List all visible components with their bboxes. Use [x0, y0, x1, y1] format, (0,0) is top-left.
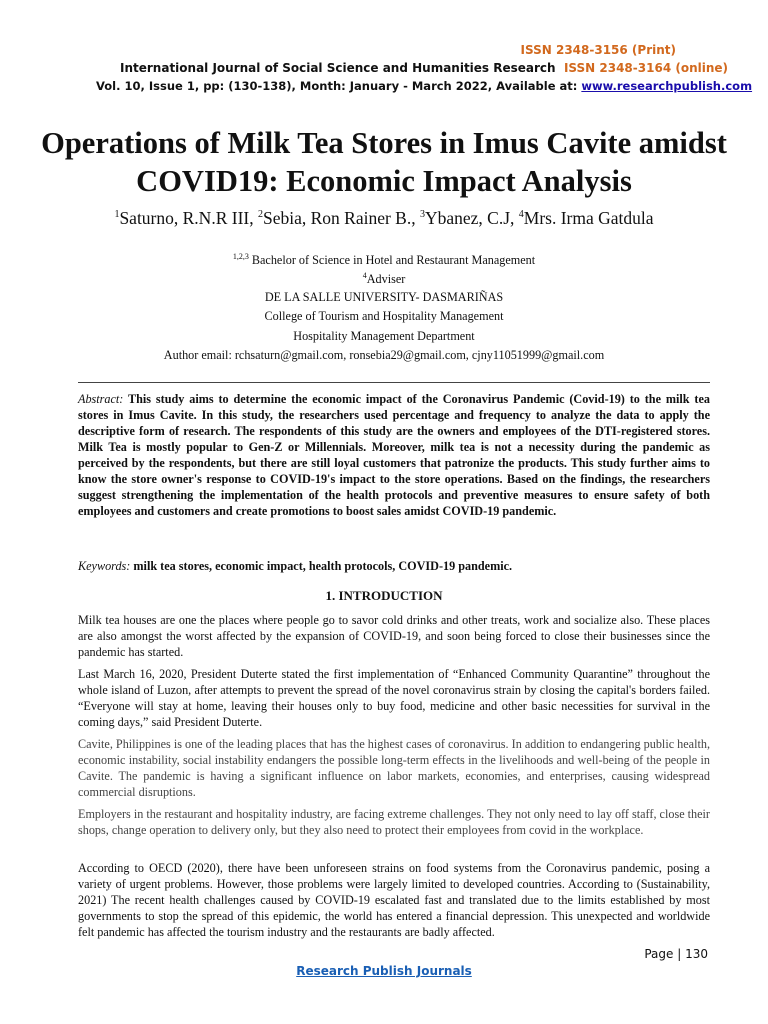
adviser-text: Adviser: [366, 272, 406, 287]
affiliation-sup: 4: [362, 271, 367, 280]
paper-title: Operations of Milk Tea Stores in Imus Cavite amidst COVID19: Economic Impact Analysis: [41, 126, 727, 198]
footer: [0, 964, 768, 978]
page-number: Page | 130: [644, 947, 708, 961]
section-heading: 1. INTRODUCTION: [325, 588, 443, 603]
author-sup: 2: [257, 209, 263, 221]
journal-name: International Journal of Social Science and Humanities Research: [120, 61, 556, 75]
author-sup: 3: [419, 209, 425, 221]
abstract: [78, 391, 710, 519]
issn-online: ISSN 2348-3164 (online): [563, 61, 729, 75]
keywords: [78, 559, 710, 574]
author-name: Saturno, R.N.R III,: [119, 208, 258, 228]
program-text: Bachelor of Science in Hotel and Restaurant Management: [248, 253, 536, 268]
publisher-link[interactable]: Research Publish Journals: [296, 964, 472, 978]
affiliation-program: [40, 250, 728, 267]
journal-header: [120, 61, 728, 75]
volume-info-line: [96, 79, 752, 93]
abstract-text: This study aims to determine the economic impact of the Coronavirus Pandemic (Covid-19) to the milk tea stores in Imus Cavite. In this study, the researchers used percentage and frequency to analyze the data to apply the descriptive form of research. The respondents of this study are the owners and employees of the DTI-registered stores. Milk Tea is mostly popular to Gen-Z or Millennials. Moreover, milk tea is not a necessity during the pandemic as perceived by the respondents, but there are still loyal customers that patronize the products. This study further aims to know the store owner's response to COVID-19's impact to the store operations. Based on the findings, the researchers suggest strengthening the implementation of the health protocols and preventive measures to ensure safety of both employees and customers and create promotions to boost sales amidst COVID-19 pandemic.: [78, 392, 710, 518]
affiliation-adviser: [40, 269, 728, 286]
author-emails: Author email: rchsaturn@gmail.com, ronsebia29@gmail.com, cjny11051999@gmail.com: [163, 348, 605, 362]
affiliation-sup: 1,2,3: [232, 252, 249, 261]
keywords-text: milk tea stores, economic impact, health protocols, COVID-19 pandemic.: [130, 559, 513, 573]
university-name: DE LA SALLE UNIVERSITY- DASMARIÑAS: [264, 290, 504, 304]
keywords-label: Keywords:: [78, 559, 131, 573]
journal-url-link[interactable]: www.researchpublish.com: [581, 79, 753, 93]
body-paragraph: Last March 16, 2020, President Duterte stated the first implementation of “Enhanced Community Quarantine” throughout the whole island of Luzon, after attempts to prevent the spread of the novel coronavirus strain by closing the capital's borders failed. “Everyone will stay at home, leaving their houses only to buy food, medicine and other basic necessities for survival in the coming days,” said President Duterte.: [78, 667, 710, 729]
volume-info: Vol. 10, Issue 1, pp: (130-138), Month: January - March 2022, Available at:: [96, 79, 582, 93]
author-sup: 4: [518, 209, 524, 221]
body-paragraph: According to OECD (2020), there have been unforeseen strains on food systems from the Coronavirus pandemic, posing a variety of urgent problems. However, those problems were largely limited to developed countries. According to (Sustainability, 2021) The recent health challenges caused by COVID-19 escalated fast and translated due to the limits established by most governments to stop the spread of this epidemic, the world has entered a financial depression. This unexpected and worldwide felt pandemic has affected the tourism industry and the restaurants are badly affected.: [78, 861, 710, 939]
section-divider: [78, 382, 710, 383]
body-paragraph: Employers in the restaurant and hospitality industry, are facing extreme challenges. They not only need to lay off staff, close their shops, change operation to delivery only, but they also need to protect their employees from covid in the workplace.: [78, 807, 710, 837]
body-paragraph: Milk tea houses are one the places where people go to savor cold drinks and other treats, work and socialize also. These places are also amongst the worst affected by the expansion of COVID-19, and soon being forced to close their businesses since the pandemic has started.: [78, 613, 710, 659]
college-name: College of Tourism and Hospitality Management: [264, 309, 504, 323]
author-name: Ybanez, C.J,: [424, 208, 519, 228]
abstract-label: Abstract:: [78, 392, 124, 406]
department-name: Hospitality Management Department: [293, 329, 475, 343]
issn-print: ISSN 2348-3156 (Print): [520, 43, 676, 57]
author-sup: 1: [114, 209, 120, 221]
author-name: Mrs. Irma Gatdula: [523, 208, 654, 228]
body-paragraph: Cavite, Philippines is one of the leading places that has the highest cases of coronavirus. In addition to endangering public health, economic instability, social instability endangers the possible long-term effects in the livelihoods and well-being of the people in Cavite. The pandemic is having a significant influence on labor markets, economies, and enterprises, causing widespread commercial disruptions.: [78, 737, 710, 799]
author-name: Sebia, Ron Rainer B.,: [262, 208, 420, 228]
author-list: [40, 208, 728, 229]
